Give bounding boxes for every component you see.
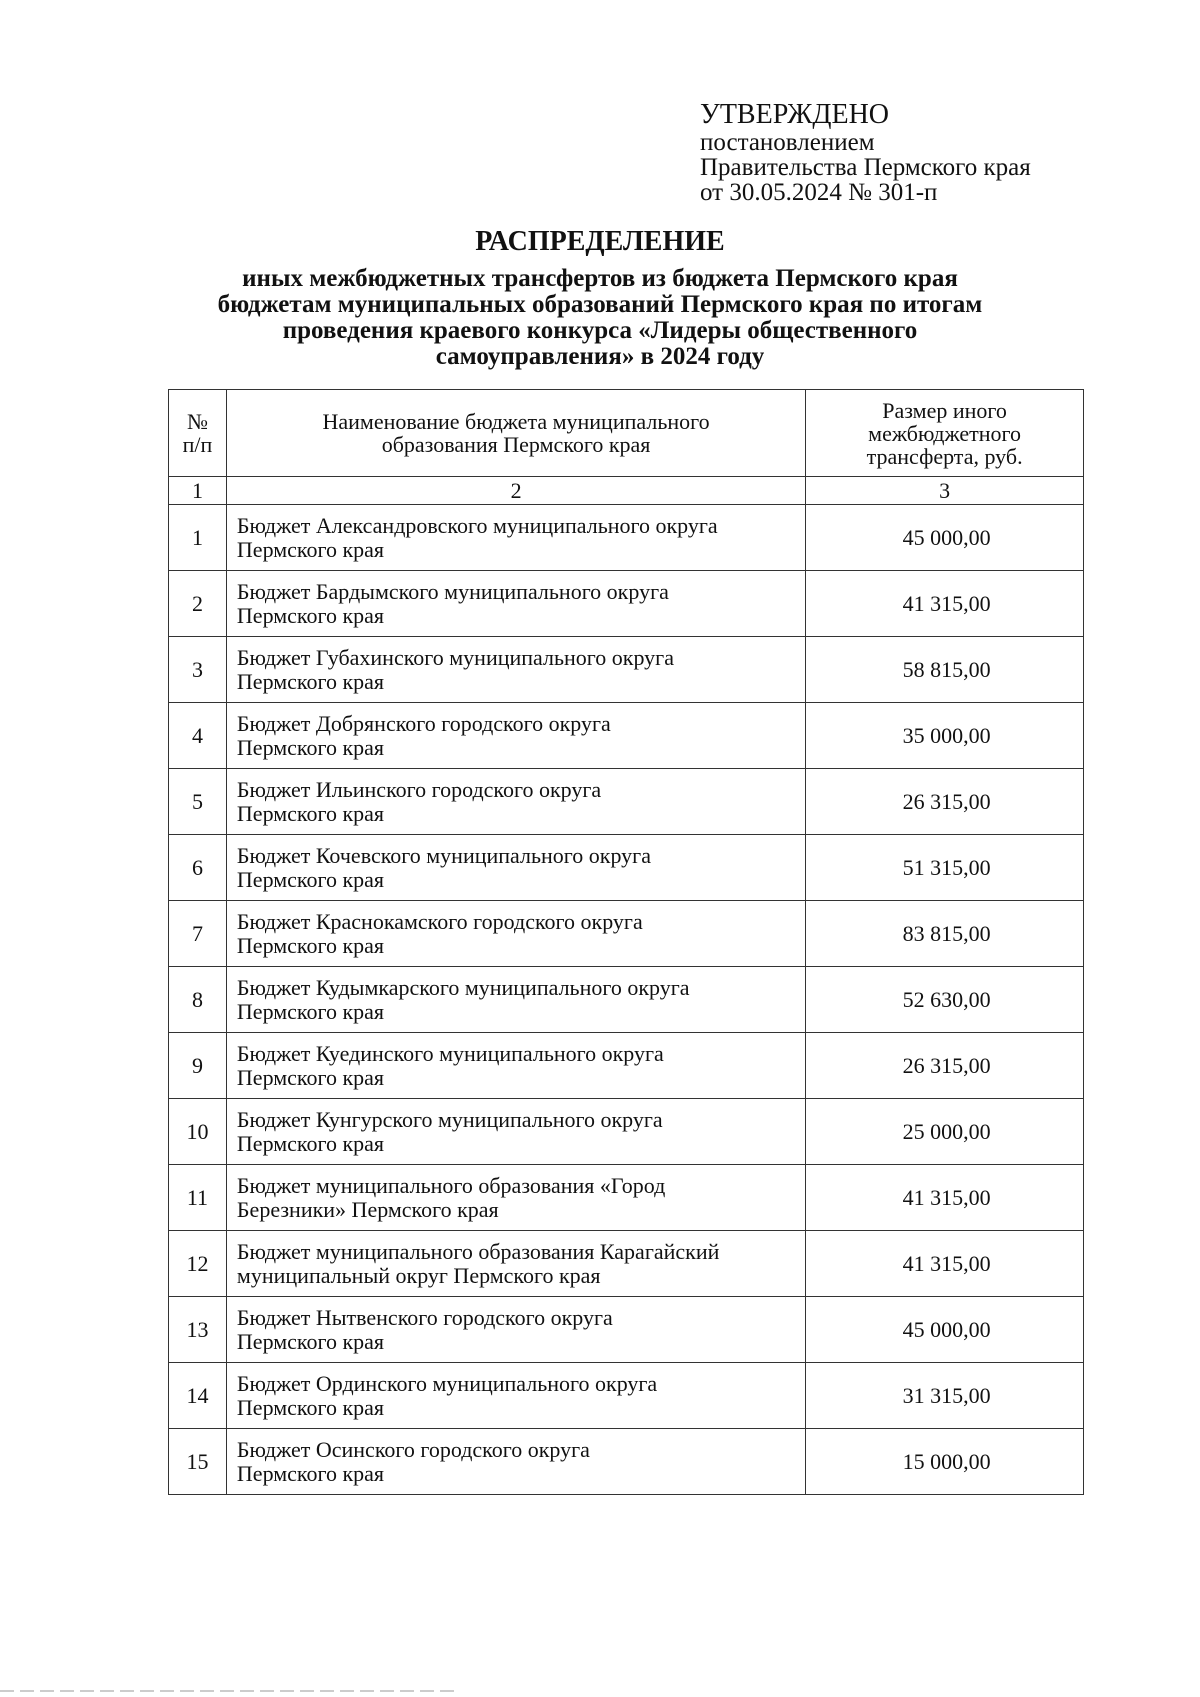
budget-name-line-1: Бюджет Кочевского муниципального округа: [236, 842, 651, 868]
transfer-amount: 15 000,00: [806, 1429, 1084, 1495]
budget-name-line-2: Пермского края: [236, 602, 385, 628]
subtitle-line-3: проведения краевого конкурса «Лидеры общественного: [282, 317, 918, 344]
table-row: [169, 967, 1084, 1033]
budget-name-line-2: Пермского края: [236, 1460, 385, 1486]
row-number: 14: [169, 1363, 227, 1429]
budget-name: [226, 505, 805, 571]
table-row: [169, 1033, 1084, 1099]
budget-name-line-2: Березники» Пермского края: [236, 1196, 499, 1222]
budget-name: [226, 703, 805, 769]
header-budget-name: Наименование бюджета муниципального образования Пермского края: [226, 390, 805, 477]
approval-line-1: постановлением: [700, 129, 875, 156]
transfer-amount: 41 315,00: [806, 1231, 1084, 1297]
transfer-amount: 51 315,00: [806, 835, 1084, 901]
row-number: 3: [169, 637, 227, 703]
budget-name: [226, 1099, 805, 1165]
budget-name: [226, 637, 805, 703]
budget-name-line-1: Бюджет муниципального образования Карагайский: [236, 1238, 720, 1264]
budget-name: [226, 769, 805, 835]
table-row: [169, 1297, 1084, 1363]
approval-line-2: Правительства Пермского края: [700, 154, 1031, 181]
budget-name-line-1: Бюджет муниципального образования «Город: [236, 1172, 666, 1198]
approval-line-3: от 30.05.2024 № 301-п: [700, 179, 938, 206]
transfer-amount: 83 815,00: [806, 901, 1084, 967]
budget-name-line-2: Пермского края: [236, 1328, 385, 1354]
budget-name: [226, 967, 805, 1033]
row-number: 2: [169, 571, 227, 637]
approval-stamp: [700, 100, 1031, 205]
approval-heading: УТВЕРЖДЕНО: [700, 99, 890, 130]
row-number: 1: [169, 505, 227, 571]
row-number: 13: [169, 1297, 227, 1363]
transfer-amount: 26 315,00: [806, 769, 1084, 835]
transfer-amount: 52 630,00: [806, 967, 1084, 1033]
row-number: 12: [169, 1231, 227, 1297]
row-number: 5: [169, 769, 227, 835]
budget-name-line-1: Бюджет Кудымкарского муниципального округа: [236, 974, 690, 1000]
budget-name-line-1: Бюджет Бардымского муниципального округа: [236, 578, 669, 604]
budget-name-line-1: Бюджет Александровского муниципального округа: [236, 512, 718, 538]
budget-name-line-2: Пермского края: [236, 932, 385, 958]
transfer-amount: 41 315,00: [806, 571, 1084, 637]
row-number: 11: [169, 1165, 227, 1231]
row-number: 4: [169, 703, 227, 769]
budget-name-line-1: Бюджет Осинского городского округа: [236, 1436, 590, 1462]
table-row: [169, 1165, 1084, 1231]
budget-name-line-2: Пермского края: [236, 1064, 385, 1090]
transfer-amount: 35 000,00: [806, 703, 1084, 769]
budget-name-line-2: Пермского края: [236, 800, 385, 826]
row-number: 9: [169, 1033, 227, 1099]
transfer-amount: 41 315,00: [806, 1165, 1084, 1231]
budget-name-line-1: Бюджет Ординского муниципального округа: [236, 1370, 658, 1396]
row-number: 7: [169, 901, 227, 967]
budget-name-line-2: муниципальный округ Пермского края: [236, 1262, 601, 1288]
column-number-1: 1: [169, 477, 227, 505]
column-number-2: 2: [226, 477, 805, 505]
budget-name: [226, 1231, 805, 1297]
budget-name: [226, 1429, 805, 1495]
row-number: 10: [169, 1099, 227, 1165]
table-row: [169, 769, 1084, 835]
row-number: 8: [169, 967, 227, 1033]
budget-name: [226, 1297, 805, 1363]
row-number: 6: [169, 835, 227, 901]
table-row: [169, 703, 1084, 769]
transfer-amount: 45 000,00: [806, 1297, 1084, 1363]
transfer-amount: 31 315,00: [806, 1363, 1084, 1429]
budget-name: [226, 1165, 805, 1231]
budget-name-line-1: Бюджет Добрянского городского округа: [236, 710, 611, 736]
budget-name: [226, 571, 805, 637]
budget-name-line-2: Пермского края: [236, 1130, 385, 1156]
budget-name-line-1: Бюджет Губахинского муниципального округа: [236, 644, 674, 670]
table-row: [169, 571, 1084, 637]
budget-name: [226, 1033, 805, 1099]
budget-name: [226, 901, 805, 967]
budget-name-line-2: Пермского края: [236, 998, 385, 1024]
budget-name-line-1: Бюджет Ильинского городского округа: [236, 776, 602, 802]
table-header-row: [169, 390, 1084, 477]
subtitle-line-2: бюджетам муниципальных образований Пермского края по итогам: [217, 291, 983, 318]
table-row: [169, 1099, 1084, 1165]
document-title: РАСПРЕДЕЛЕНИЕ: [475, 226, 725, 257]
table-row: [169, 1429, 1084, 1495]
table-row: [169, 901, 1084, 967]
budget-name: [226, 835, 805, 901]
table-row: [169, 1363, 1084, 1429]
budget-name-line-2: Пермского края: [236, 536, 385, 562]
column-number-3: 3: [806, 477, 1084, 505]
budget-name-line-1: Бюджет Куединского муниципального округа: [236, 1040, 664, 1066]
column-number-row: [169, 477, 1084, 505]
subtitle-line-4: самоуправления» в 2024 году: [435, 343, 765, 370]
budget-name-line-2: Пермского края: [236, 866, 385, 892]
header-transfer-amount: Размер иного межбюджетного трансферта, руб.: [806, 390, 1084, 477]
scan-artifact-line: [0, 1690, 460, 1692]
budget-name-line-1: Бюджет Краснокамского городского округа: [236, 908, 643, 934]
budget-name-line-2: Пермского края: [236, 734, 385, 760]
budget-name-line-2: Пермского края: [236, 668, 385, 694]
budget-name-line-1: Бюджет Кунгурского муниципального округа: [236, 1106, 663, 1132]
budget-name-line-2: Пермского края: [236, 1394, 385, 1420]
header-number: № п/п: [169, 390, 227, 477]
table-row: [169, 835, 1084, 901]
transfer-amount: 26 315,00: [806, 1033, 1084, 1099]
table-row: [169, 505, 1084, 571]
budget-name: [226, 1363, 805, 1429]
table-row: [169, 637, 1084, 703]
transfer-amount: 25 000,00: [806, 1099, 1084, 1165]
subtitle-line-1: иных межбюджетных трансфертов из бюджета Пермского края: [242, 265, 958, 292]
transfer-amount: 58 815,00: [806, 637, 1084, 703]
document-subtitle: [150, 266, 1050, 370]
budget-name-line-1: Бюджет Нытвенского городского округа: [236, 1304, 613, 1330]
distribution-table: [168, 389, 1084, 1495]
transfer-amount: 45 000,00: [806, 505, 1084, 571]
table-row: [169, 1231, 1084, 1297]
row-number: 15: [169, 1429, 227, 1495]
